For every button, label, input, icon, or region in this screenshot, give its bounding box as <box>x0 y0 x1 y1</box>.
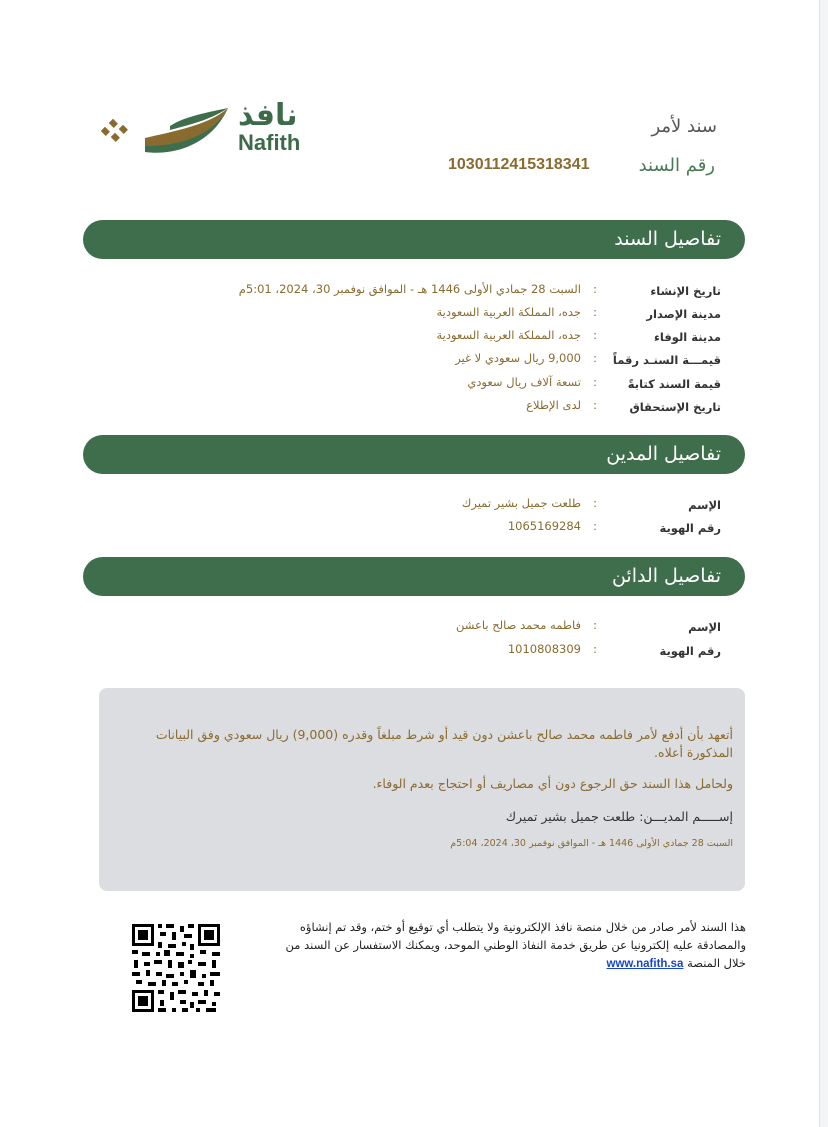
row-label: تاريخ الإنشاء <box>650 284 721 298</box>
nafith-website-link[interactable]: www.nafith.sa <box>606 958 684 970</box>
row-label: الإسم <box>688 620 721 634</box>
creditor-row-name <box>200 618 721 638</box>
row-separator: : <box>593 305 597 319</box>
debtor-row-name <box>200 496 721 516</box>
logo-arabic-text: نافذ <box>238 98 298 133</box>
footer-disclaimer <box>270 918 746 973</box>
statement-date: السبت 28 جمادي الأولى 1446 هـ - الموافق نوفمبر 30، 2024، 5:04م <box>450 838 733 849</box>
row-value: 1010808309 <box>507 642 581 656</box>
holder-right-text: ولحامل هذا السند حق الرجوع دون أي مصاريف أو احتجاج بعدم الوفاء. <box>372 776 733 791</box>
row-label: رقم الهوية <box>659 644 721 658</box>
row-value: 9,000 ريال سعودي لا غير <box>455 351 581 365</box>
pledge-text: أتعهد بأن أدفع لأمر فاطمه محمد صالح باعشن دون قيد أو شرط مبلغاً وقدره (9,000) ريال سعودي وفق البيانات المذكورة أعلاه. <box>155 727 733 760</box>
row-value: جده، المملكة العربية السعودية <box>436 305 581 319</box>
row-separator: : <box>593 282 597 296</box>
detail-row-due-date <box>200 398 721 418</box>
debtor-details-header: تفاصيل المدين <box>83 435 745 474</box>
row-value: فاطمه محمد صالح باعشن <box>456 618 581 632</box>
row-separator: : <box>593 375 597 389</box>
creditor-details-header: تفاصيل الدائن <box>83 557 745 596</box>
row-value: 1065169284 <box>507 519 581 533</box>
debtor-row-id <box>200 519 721 539</box>
creditor-row-id <box>200 642 721 662</box>
detail-row-creation-date <box>200 282 721 302</box>
row-label: قيمـــة السنـد رقماً <box>612 353 721 367</box>
row-label: تاريخ الإستحقاق <box>629 400 721 414</box>
row-label: رقم الهوية <box>659 521 721 535</box>
logo-english-text: Nafith <box>238 130 301 155</box>
row-label: مدينة الإصدار <box>646 307 721 321</box>
detail-row-payment-city <box>200 328 721 348</box>
detail-row-issue-city <box>200 305 721 325</box>
row-separator: : <box>593 398 597 412</box>
row-value: جده، المملكة العربية السعودية <box>436 328 581 342</box>
bond-details-header: تفاصيل السند <box>83 220 745 259</box>
detail-row-amount-numeric <box>200 351 721 371</box>
row-label: قيمة السند كتابةً <box>627 377 721 391</box>
row-value: لدى الإطلاع <box>526 398 581 412</box>
qr-code <box>128 920 224 1016</box>
row-separator: : <box>593 328 597 342</box>
detail-row-amount-written <box>200 375 721 395</box>
row-value: السبت 28 جمادي الأولى 1446 هـ - الموافق نوفمبر 30، 2024، 5:01م <box>238 282 581 296</box>
document-number-label: رقم السند <box>638 155 715 176</box>
pledge-statement-box <box>99 688 745 891</box>
row-label: مدينة الوفاء <box>654 330 721 344</box>
debtor-name-label: إســـــم المديـــن: <box>639 809 733 824</box>
document-number: 1030112415318341 <box>448 156 590 173</box>
debtor-name: طلعت جميل بشير تميرك <box>505 809 636 824</box>
row-separator: : <box>593 519 597 533</box>
row-separator: : <box>593 618 597 632</box>
row-separator: : <box>593 642 597 656</box>
row-value: طلعت جميل بشير تميرك <box>461 496 581 510</box>
row-label: الإسم <box>688 498 721 512</box>
debtor-signature-line <box>111 809 733 824</box>
row-separator: : <box>593 351 597 365</box>
document-title: سند لأمر <box>651 116 717 137</box>
row-separator: : <box>593 496 597 510</box>
footer-text: هذا السند لأمر صادر من خلال منصة نافذ الإلكترونية ولا يتطلب أي توقيع أو ختم، وقد تم إنشاؤه والمصادقة عليه إلكترونيا عن طريق خدمة النفاذ الوطني الموحد، ويمكنك الاستفسار عن السند من خلال المنصة <box>285 920 746 970</box>
row-value: تسعة آلاف ريال سعودي <box>467 375 581 389</box>
